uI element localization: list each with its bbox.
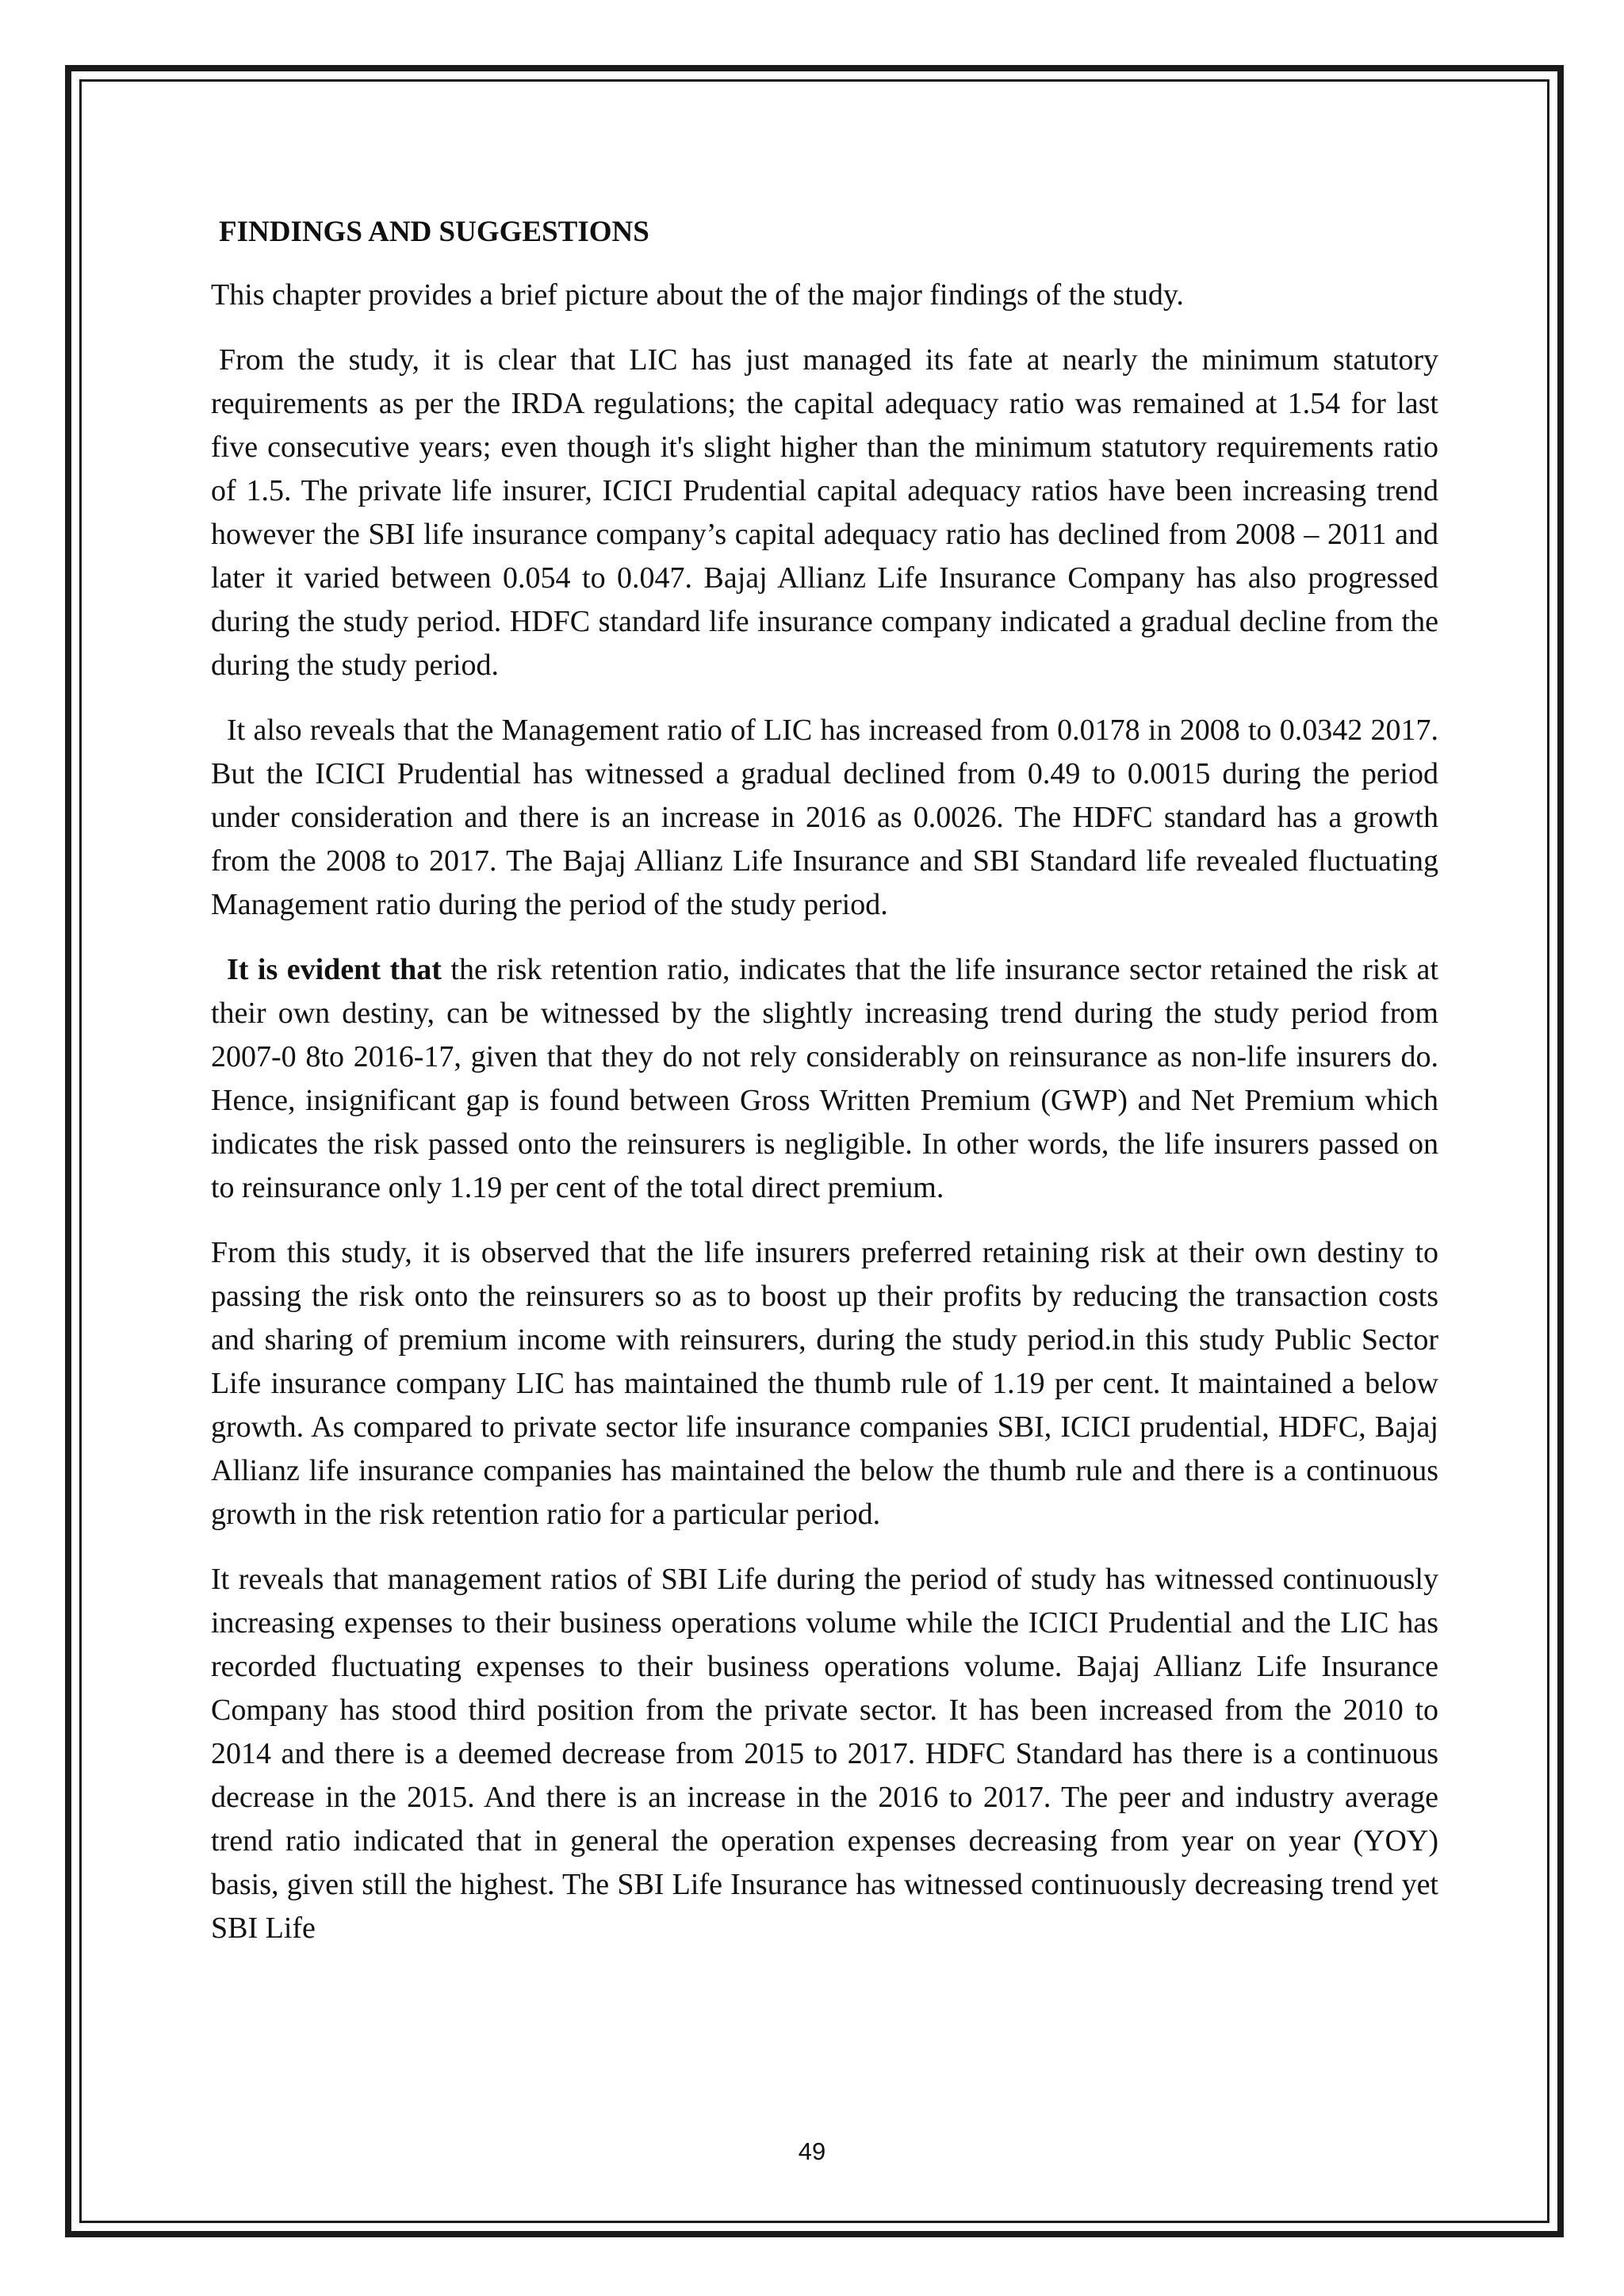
document-body [211,212,1438,1972]
paragraph-capital-adequacy: From the study, it is clear that LIC has just managed its fate at nearly the minimum statutory requirements as per the IRDA regulations; the capital adequacy ratio was remained at 1.54 for last five consecutive years; even though it's slight higher than the minimum statutory requirements ratio of 1.5. The private life insurer, ICICI Prudential capital adequacy ratios have been increasing trend however the SBI life insurance company’s capital adequacy ratio has declined from 2008 – 2011 and later it varied between 0.054 to 0.047. Bajaj Allianz Life Insurance Company has also progressed during the study period. HDFC standard life insurance company indicated a gradual decline from the during the study period. [211,343,1438,682]
paragraph-management-expenses: It reveals that management ratios of SBI Life during the period of study has witnessed continuously increasing expenses to their business operations volume while the ICICI Prudential and the LIC has recorded fluctuating expenses to their business operations volume. Bajaj Allianz Life Insurance Company has stood third position from the private sector. It has been increased from the 2010 to 2014 and there is a deemed decrease from 2015 to 2017. HDFC Standard has there is a continuous decrease in the 2015. And there is an increase in the 2016 to 2017. The peer and industry average trend ratio indicated that in general the operation expenses decreasing from year on year (YOY) basis, given still the highest. The SBI Life Insurance has witnessed continuously decreasing trend yet SBI Life [211,1563,1438,1945]
page-number: 49 [798,2137,826,2165]
paragraph-management-ratio: It also reveals that the Management ratio of LIC has increased from 0.0178 in 2008 to 0.0342 2017. But the ICICI Prudential has witnessed a gradual declined from 0.49 to 0.0015 during the period under consideration and there is an increase in 2016 as 0.0026. The HDFC standard has a growth from the 2008 to 2017. The Bajaj Allianz Life Insurance and SBI Standard life revealed fluctuating Management ratio during the period of the study period. [211,714,1438,921]
chapter-heading: FINDINGS AND SUGGESTIONS [219,216,649,248]
paragraph-observation: From this study, it is observed that the life insurers preferred retaining risk at their own destiny to passing the risk onto the reinsurers so as to boost up their profits by reducing the transaction costs and sharing of premium income with reinsurers, during the study period.in this study Public Sector Life insurance company LIC has maintained the thumb rule of 1.19 per cent. It maintained a below growth. As compared to private sector life insurance companies SBI, ICICI prudential, HDFC, Bajaj Allianz life insurance companies has maintained the below the thumb rule and there is a continuous growth in the risk retention ratio for a particular period. [211,1236,1438,1531]
paragraph-intro: This chapter provides a brief picture about the of the major findings of the study. [211,278,1184,312]
paragraph-lead-text: It is evident that [227,953,442,986]
paragraph-risk-retention [211,948,1438,1210]
paragraph-risk-retention-body: the risk retention ratio, indicates that the life insurance sector retained the risk at their own destiny, can be witnessed by the slightly increasing trend during the study period from 2007-0 8to 2016-17, given that they do not rely considerably on reinsurance as non-life insurers do. Hence, insignificant gap is found between Gross Written Premium (GWP) and Net Premium which indicates the risk passed onto the reinsurers is negligible. In other words, the life insurers passed on to reinsurance only 1.19 per cent of the total direct premium. [211,953,1438,1204]
